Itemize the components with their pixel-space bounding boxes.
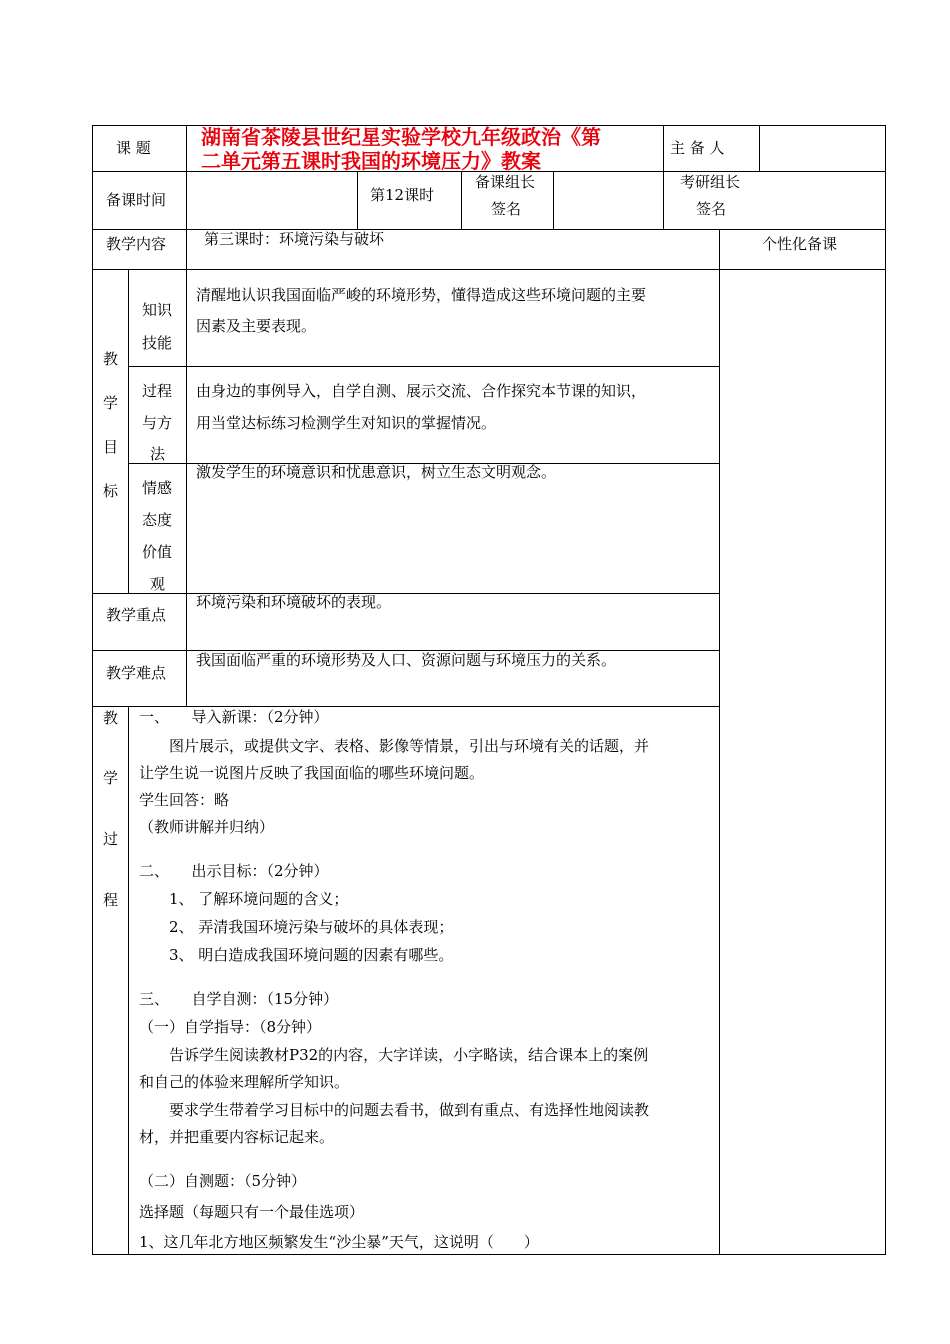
content-value: 第三课时：环境污染与破坏 bbox=[204, 230, 385, 248]
emotion-label-4: 观 bbox=[150, 575, 166, 593]
process-line: 1、这几年北方地区频繁发生“沙尘暴”天气，这说明（ ） bbox=[139, 1233, 539, 1251]
process-text-2: 用当堂达标练习检测学生对知识的掌握情况。 bbox=[196, 414, 497, 432]
research-leader-label-1: 考研组长 bbox=[680, 173, 741, 191]
difficulty-text: 我国面临严重的环境形势及人口、资源问题与环境压力的关系。 bbox=[196, 651, 617, 669]
rule-preparer-end bbox=[759, 125, 760, 171]
emotion-text: 激发学生的环境意识和忧患意识，树立生态文明观念。 bbox=[196, 463, 557, 481]
knowledge-text-2: 因素及主要表现。 bbox=[196, 317, 317, 335]
goals-side-4: 标 bbox=[103, 482, 119, 500]
research-leader-label-2: 签名 bbox=[696, 200, 727, 218]
rule-time-a bbox=[357, 171, 358, 229]
process-label-2: 与方 bbox=[142, 414, 173, 432]
rule-left bbox=[92, 125, 93, 1255]
process-line: 材，并把重要内容标记起来。 bbox=[139, 1128, 335, 1146]
difficulty-label: 教学难点 bbox=[106, 664, 167, 682]
emotion-label-2: 态度 bbox=[142, 511, 173, 529]
process-label-1: 过程 bbox=[142, 382, 173, 400]
process-side-4: 程 bbox=[103, 891, 119, 909]
goals-side-3: 目 bbox=[103, 438, 119, 456]
process-line: 告诉学生阅读教材P32的内容，大字详读，小字略读，结合课本上的案例 bbox=[139, 1046, 649, 1064]
content-label: 教学内容 bbox=[106, 235, 167, 253]
rule-time-b bbox=[461, 171, 462, 229]
rule-title-end bbox=[663, 125, 664, 229]
prep-time-label: 备课时间 bbox=[106, 191, 167, 209]
knowledge-label-1: 知识 bbox=[142, 301, 173, 319]
rule-process-side bbox=[128, 706, 129, 1254]
process-line: 选择题（每题只有一个最佳选项） bbox=[139, 1203, 365, 1221]
goals-side-1: 教 bbox=[103, 350, 119, 368]
rule-goal1 bbox=[128, 366, 719, 367]
process-side-1: 教 bbox=[103, 709, 119, 727]
process-line: 学生回答：略 bbox=[139, 791, 230, 809]
rule-right bbox=[885, 125, 886, 1255]
rule-personal-col bbox=[719, 229, 720, 1254]
process-line: （教师讲解并归纳） bbox=[139, 818, 275, 836]
process-line: 3、 明白造成我国环境问题的因素有哪些。 bbox=[139, 946, 454, 964]
group-leader-label-1: 备课组长 bbox=[475, 173, 536, 191]
process-line: （一）自学指导：（8分钟） bbox=[139, 1018, 322, 1036]
rule-bottom bbox=[92, 1254, 886, 1255]
doc-title-line1: 湖南省茶陵县世纪星实验学校九年级政治《第 bbox=[201, 125, 601, 149]
personal-prep-label: 个性化备课 bbox=[762, 235, 838, 253]
topic-label: 课 题 bbox=[116, 139, 151, 157]
knowledge-text-1: 清醒地认识我国面临严峻的环境形势，懂得造成这些环境问题的主要 bbox=[196, 286, 647, 304]
rule-label-col2 bbox=[186, 593, 187, 706]
process-line: 1、 了解环境问题的含义； bbox=[139, 890, 349, 908]
process-line: 和自己的体验来理解所学知识。 bbox=[139, 1073, 350, 1091]
emotion-label-3: 价值 bbox=[142, 543, 173, 561]
process-side-2: 学 bbox=[103, 769, 119, 787]
rule-time-c bbox=[553, 171, 554, 229]
rule-goal-label bbox=[186, 269, 187, 593]
process-line: 二、 出示目标：（2分钟） bbox=[139, 862, 329, 880]
key-point-text: 环境污染和环境破坏的表现。 bbox=[196, 593, 392, 611]
process-side-3: 过 bbox=[103, 830, 119, 848]
process-line: 2、 弄清我国环境污染与破坏的具体表现； bbox=[139, 918, 454, 936]
lesson-number: 第12课时 bbox=[370, 186, 435, 204]
process-line: 让学生说一说图片反映了我国面临的哪些环境问题。 bbox=[139, 764, 485, 782]
rule-goal-side bbox=[128, 269, 129, 593]
process-line: 三、 自学自测：（15分钟） bbox=[139, 990, 339, 1008]
process-line: 要求学生带着学习目标中的问题去看书，做到有重点、有选择性地阅读教 bbox=[139, 1101, 650, 1119]
group-leader-label-2: 签名 bbox=[491, 200, 522, 218]
emotion-label-1: 情感 bbox=[142, 479, 173, 497]
rule-row3 bbox=[92, 269, 886, 270]
rule-label-col bbox=[186, 125, 187, 269]
process-line: 图片展示，或提供文字、表格、影像等情景，引出与环境有关的话题，并 bbox=[139, 737, 650, 755]
key-point-label: 教学重点 bbox=[106, 606, 167, 624]
preparer-label: 主 备 人 bbox=[670, 139, 725, 157]
goals-side-2: 学 bbox=[103, 394, 119, 412]
process-text-1: 由身边的事例导入，自学自测、展示交流、合作探究本节课的知识， bbox=[196, 382, 647, 400]
doc-title-line2: 二单元第五课时我国的环境压力》教案 bbox=[201, 149, 541, 173]
process-label-3: 法 bbox=[150, 445, 166, 463]
process-line: 一、 导入新课：（2分钟） bbox=[139, 708, 329, 726]
process-line: （二）自测题：（5分钟） bbox=[139, 1172, 307, 1190]
knowledge-label-2: 技能 bbox=[142, 334, 173, 352]
